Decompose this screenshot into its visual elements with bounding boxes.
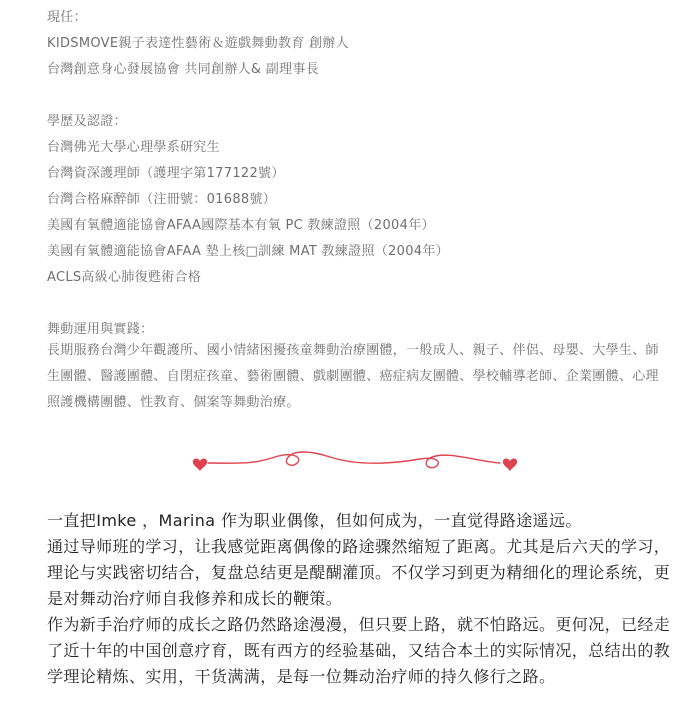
essay-paragraph: 通过导师班的学习，让我感觉距离偶像的路途骤然缩短了距离。尤其是后六天的学习，理论与实践密切结合，复盘总结更是醍醐灌顶。不仅学习到更为精细化的理论系统，更是对舞动治疗师自我修养和成长的鞭策。	[47, 537, 671, 608]
education-item: 台灣合格麻醉師（注冊號：01688號）	[47, 192, 277, 207]
education-item: 台灣佛光大學心理學系研究生	[47, 140, 220, 155]
current-heading: 現任：	[47, 10, 87, 25]
heart-swirl-divider-icon	[190, 447, 520, 477]
education-item: ACLS高級心肺復甦術合格	[47, 270, 202, 285]
essay-paragraph: 一直把Imke ，Marina 作为职业偶像，但如何成为，一直觉得路途遥远。	[47, 511, 582, 530]
education-item: 美國有氧體適能協會AFAA 墊上核□訓練 MAT 教練證照（2004年）	[47, 244, 449, 259]
current-item: KIDSMOVE親子表達性藝術＆遊戲舞動教育 創辦人	[47, 36, 349, 51]
current-item: 台灣創意身心發展協會 共同創辦人& 副理事長	[47, 62, 320, 77]
essay-section	[47, 508, 679, 690]
education-heading: 學歷及認證：	[47, 114, 127, 129]
education-item: 台灣資深護理師（護理字第177122號）	[47, 166, 285, 181]
practice-heading: 舞動運用與實踐：	[47, 322, 154, 337]
practice-text: 長期服務台灣少年觀護所、國小情緒困擾孩童舞動治療團體，一般成人、親子、伴侶、母嬰、大學生、師生團體、醫護團體、自閉症孩童、藝術團體、戲劇團體、癌症病友團體、學校輔導老師、企業團體、心理照護機構團體、性教育、個案等舞動治療。	[47, 343, 659, 410]
education-item: 美國有氧體適能協會AFAA國際基本有氧 PC 教練證照（2004年）	[47, 218, 435, 233]
essay-paragraph: 作为新手治疗师的成长之路仍然路途漫漫，但只要上路，就不怕路远。更何况，已经走了近十年的中国创意疗育，既有西方的经验基础，又结合本土的实际情况，总结出的教学理论精炼、实用，干货满满，是每一位舞动治疗师的持久修行之路。	[47, 615, 671, 686]
